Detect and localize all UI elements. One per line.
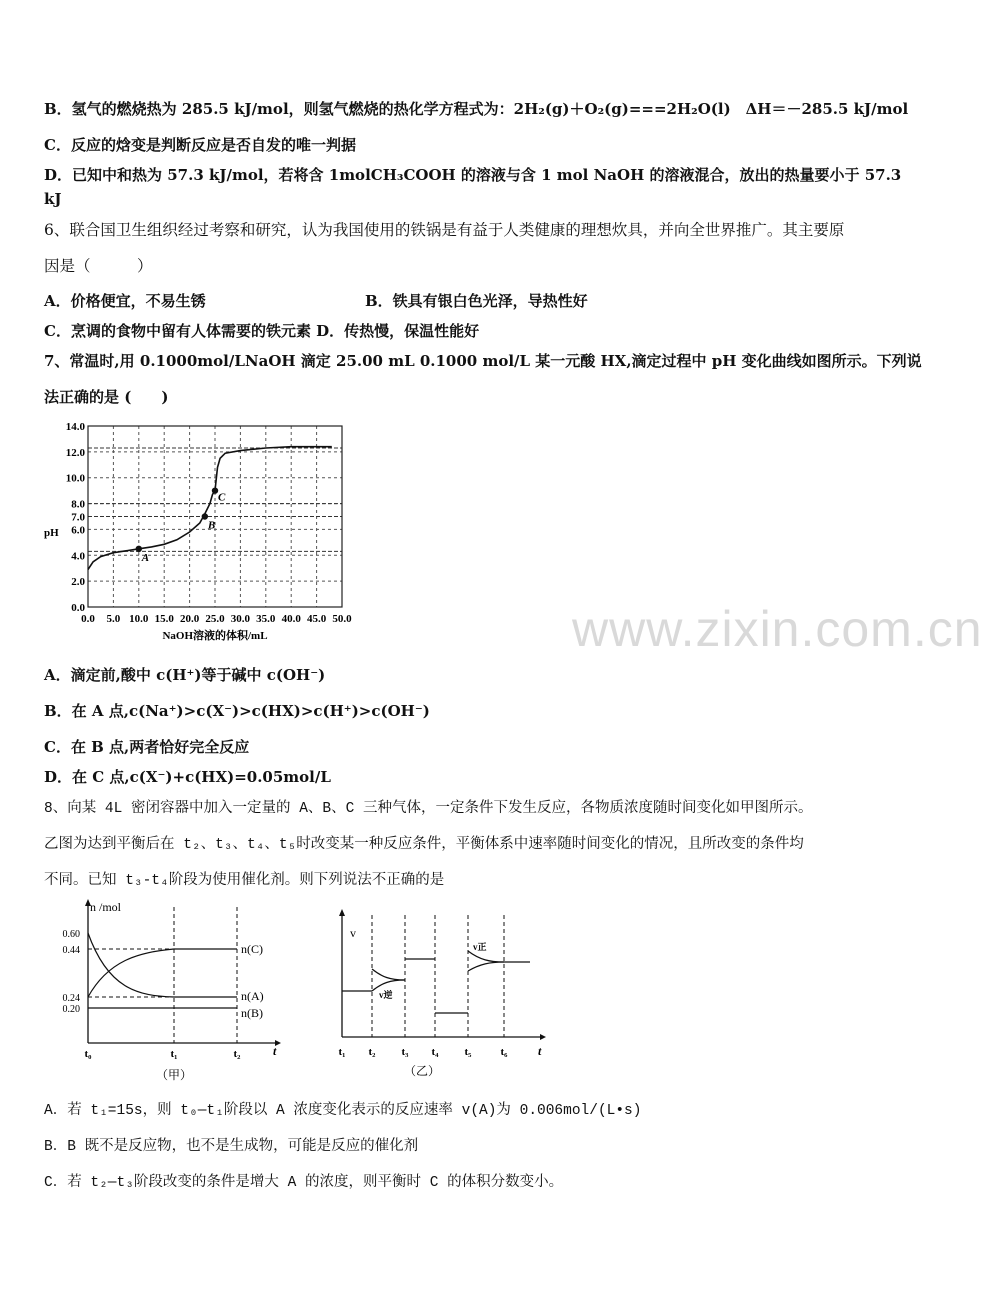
x-tick-label: 45.0 [306,613,327,625]
y-tick-label: 10.0 [65,472,85,485]
y-tick-label: 4.0 [71,550,85,563]
y-tick-label: 0.0 [71,602,85,614]
y-axis-label: pH [44,527,59,540]
titration-chart [40,418,360,654]
q7-stem: 7、常温时,用 0.1000mol/LNaOH 滴定 25.00 mL 0.1000 mol/L 某一元酸 HX,滴定过程中 pH 变化曲线如图所示。下列说 [44,352,922,370]
x-axis-label: NaOH溶液的体积/mL [162,630,268,642]
y-tick-label: 7.0 [71,511,85,524]
x-tick-label: 0.0 [81,613,95,625]
yi-chart [330,905,555,1089]
y-tick-label: 0.60 [62,929,80,940]
yi-chart-svg [330,905,555,1085]
series-label: n(B) [241,1006,263,1020]
q7-option-a: A．滴定前,酸中 c(H⁺)等于碱中 c(OH⁻) [44,666,326,684]
y-axis-label: n /mol [90,900,122,914]
x-tick-label: t₄ [431,1046,439,1058]
q6-option-cd: C．烹调的食物中留有人体需要的铁元素 D．传热慢，保温性能好 [44,322,480,340]
rate-curve-v-forward-t2 [372,969,405,980]
curve-n-a [88,933,237,997]
rate-label-v-forward: v正 [473,942,487,952]
x-tick-label: 40.0 [281,613,301,625]
chart-caption: （乙） [403,1064,441,1078]
q7-stem-cont: 法正确的是 ( ) [44,388,169,406]
q5-option-d: D．已知中和热为 57.3 kJ/mol，若将含 1molCH₃COOH 的溶液与含 1 mol NaOH 的溶液混合，放出的热量要小于 57.3 [44,166,902,184]
series-label: n(A) [241,989,264,1003]
chart-caption: （甲） [155,1068,193,1082]
x-axis-label: t [538,1044,542,1058]
x-tick-label: t₆ [500,1046,508,1058]
x-tick-label: 35.0 [256,613,276,625]
q6-option-a: A．价格便宜，不易生锈 [44,292,206,310]
y-tick-label: 6.0 [71,524,85,537]
y-tick-label: 0.44 [62,945,80,956]
x-tick-label: t₅ [464,1046,472,1058]
x-tick-label: 30.0 [230,613,251,625]
rate-label-v-reverse: v逆 [379,990,393,1000]
q5-option-b: B．氢气的燃烧热为 285.5 kJ/mol，则氢气燃烧的热化学方程式为：2H₂(g)＋O₂(g)===2H₂O(l) ΔH＝－285.5 kJ/mol [44,100,909,118]
x-tick-label: t₁ [170,1048,178,1060]
rate-curve-v-reverse-t5 [468,962,504,971]
q7-option-c: C．在 B 点,两者恰好完全反应 [44,738,250,756]
point-label-c: C [218,491,226,504]
jia-chart-svg [50,895,290,1087]
q6-option-b: B．铁具有银白色光泽，导热性好 [365,292,588,310]
y-tick-label: 0.20 [62,1004,80,1015]
y-tick-label: 0.24 [62,993,80,1004]
watermark: www.zixin.com.cn [572,601,983,657]
q8-stem-cont-2: 不同。已知 t₃-t₄阶段为使用催化剂。则下列说法不正确的是 [44,873,445,889]
y-axis-arrow [339,909,345,916]
y-axis-label: v [350,926,356,940]
x-tick-label: t₁ [338,1046,346,1058]
x-tick-label: 15.0 [154,613,174,625]
y-tick-label: 12.0 [65,446,85,459]
series-label: n(C) [241,942,263,956]
x-tick-label: 20.0 [179,613,200,625]
x-tick-label: t₃ [401,1046,409,1058]
y-tick-label: 14.0 [65,421,85,433]
q5-option-c [44,134,880,155]
x-tick-label: 50.0 [332,613,352,625]
q6-stem-cont: 因是（ ） [44,257,153,275]
jia-chart [50,895,290,1091]
x-axis-label: t [273,1044,277,1058]
y-tick-label: 2.0 [71,576,85,589]
q8-stem-cont-1: 乙图为达到平衡后在 t₂、t₃、t₄、t₅时改变某一种反应条件，平衡体系中速率随时间变化的情况，且所改变的条件均 [44,837,804,853]
q8-option-c: C．若 t₂—t₃阶段改变的条件是增大 A 的浓度，则平衡时 C 的体积分数变小。 [44,1175,564,1191]
x-tick-label: t₂ [368,1046,376,1058]
x-tick-label: 25.0 [205,613,225,625]
point-label-a: A [141,551,150,564]
q8-stem: 8、向某 4L 密闭容器中加入一定量的 A、B、C 三种气体，一定条件下发生反应，各物质浓度随时间变化如甲图所示。 [44,801,813,817]
rate-curve-v-forward-t5 [468,951,504,962]
x-tick-label: 5.0 [106,613,121,625]
y-tick-label: 8.0 [71,498,85,511]
q5-option-d-cont: kJ [44,190,62,208]
q8-option-a: A．若 t₁=15s，则 t₀—t₁阶段以 A 浓度变化表示的反应速率 v(A)为 0.006mol/(L•s) [44,1103,642,1119]
q7-option-b: B．在 A 点,c(Na⁺)>c(X⁻)>c(HX)>c(H⁺)>c(OH⁻) [44,702,430,720]
q7-option-d: D．在 C 点,c(X⁻)+c(HX)=0.05mol/L [44,768,331,786]
q6-stem: 6、联合国卫生组织经过考察和研究，认为我国使用的铁锅是有益于人类健康的理想炊具，并向全世界推广。其主要原 [44,221,845,239]
x-axis-arrow [540,1034,546,1040]
x-tick-label: t₂ [233,1048,241,1060]
titration-chart-svg [40,418,360,650]
x-tick-label: t₀ [84,1048,92,1060]
q8-option-b: B．B 既不是反应物，也不是生成物，可能是反应的催化剂 [44,1139,419,1155]
q5-option-c-text: C．反应的焓变是判断反应是否自发的唯一判据 [44,136,356,154]
point-label-b: B [207,519,216,532]
x-tick-label: 10.0 [129,613,149,625]
